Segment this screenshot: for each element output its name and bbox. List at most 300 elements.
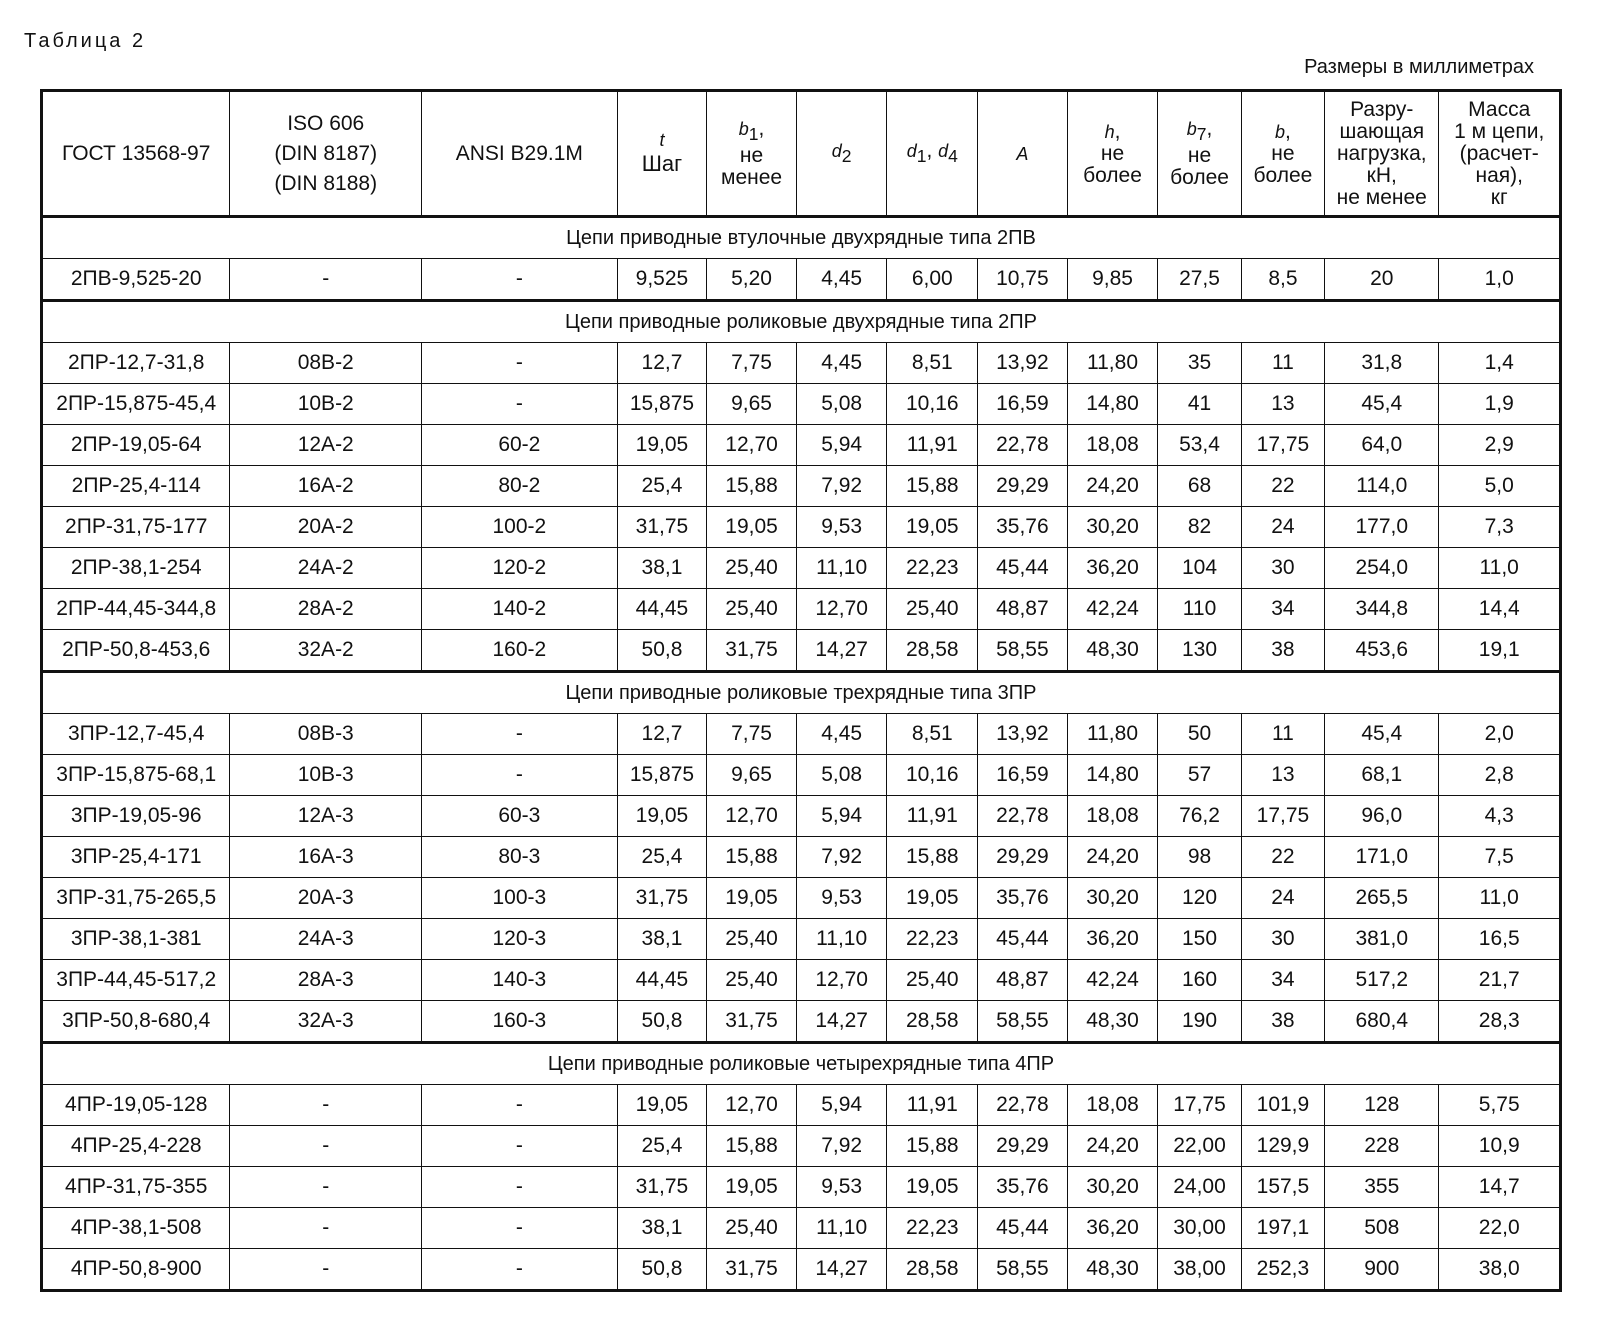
section-title: Цепи приводные роликовые четырехрядные типа 4ПР — [42, 1043, 1561, 1085]
header-mass-line: (расчет- — [1459, 141, 1539, 165]
cell-pitch: 31,75 — [617, 507, 707, 548]
cell-b: 34 — [1241, 589, 1324, 630]
cell-h: 30,20 — [1067, 507, 1158, 548]
header-mass-line: 1 м цепи, — [1454, 119, 1545, 143]
table-row — [42, 1249, 1561, 1291]
header-d4-sub: 4 — [948, 146, 958, 167]
cell-breaking-load: 68,1 — [1325, 755, 1439, 796]
cell-b7: 82 — [1158, 507, 1241, 548]
cell-d2: 7,92 — [796, 837, 887, 878]
cell-pitch: 12,7 — [617, 343, 707, 384]
cell-gost: 2ПР-38,1-254 — [42, 548, 230, 589]
table-row — [42, 343, 1561, 384]
cell-mass: 1,4 — [1439, 343, 1561, 384]
cell-iso: 12А-2 — [230, 425, 422, 466]
header-b1-line: не — [739, 144, 764, 168]
chains-table — [40, 89, 1562, 1292]
cell-mass: 38,0 — [1439, 1249, 1561, 1291]
cell-b7: 50 — [1158, 714, 1241, 755]
cell-pitch: 12,7 — [617, 714, 707, 755]
header-b1 — [707, 91, 797, 217]
cell-iso: 20А-3 — [230, 878, 422, 919]
cell-b: 38 — [1241, 1001, 1324, 1043]
cell-b7: 27,5 — [1158, 259, 1241, 301]
cell-breaking-load: 45,4 — [1325, 714, 1439, 755]
header-mass-line: ная), — [1475, 163, 1523, 187]
cell-pitch: 15,875 — [617, 384, 707, 425]
header-b7-symbol: b — [1186, 118, 1197, 139]
cell-d1-d4: 15,88 — [887, 837, 978, 878]
cell-h: 14,80 — [1067, 755, 1158, 796]
cell-b: 13 — [1241, 384, 1324, 425]
header-pitch-word: Шаг — [641, 151, 683, 176]
cell-h: 11,80 — [1067, 343, 1158, 384]
cell-A: 45,44 — [978, 919, 1068, 960]
cell-breaking-load: 114,0 — [1325, 466, 1439, 507]
cell-pitch: 50,8 — [617, 630, 707, 672]
cell-ansi: - — [422, 259, 618, 301]
cell-ansi: 60-2 — [422, 425, 618, 466]
cell-ansi: 60-3 — [422, 796, 618, 837]
cell-b7: 53,4 — [1158, 425, 1241, 466]
cell-b1: 15,88 — [707, 466, 797, 507]
cell-breaking-load: 177,0 — [1325, 507, 1439, 548]
header-mass-line: Масса — [1468, 97, 1531, 121]
cell-d1-d4: 11,91 — [887, 1085, 978, 1126]
cell-iso: 24А-2 — [230, 548, 422, 589]
cell-iso: - — [230, 1167, 422, 1208]
cell-ansi: 100-3 — [422, 878, 618, 919]
table-row — [42, 1126, 1561, 1167]
cell-breaking-load: 171,0 — [1325, 837, 1439, 878]
cell-gost: 4ПР-38,1-508 — [42, 1208, 230, 1249]
cell-h: 48,30 — [1067, 1001, 1158, 1043]
header-load-line: нагрузка, — [1336, 141, 1427, 165]
cell-gost: 3ПР-12,7-45,4 — [42, 714, 230, 755]
cell-ansi: 160-3 — [422, 1001, 618, 1043]
header-iso — [230, 91, 422, 217]
cell-A: 29,29 — [978, 1126, 1068, 1167]
cell-iso: 10В-2 — [230, 384, 422, 425]
cell-h: 9,85 — [1067, 259, 1158, 301]
cell-A: 58,55 — [978, 1001, 1068, 1043]
cell-breaking-load: 228 — [1325, 1126, 1439, 1167]
cell-b: 24 — [1241, 878, 1324, 919]
cell-b: 30 — [1241, 548, 1324, 589]
cell-ansi: - — [422, 1126, 618, 1167]
cell-A: 16,59 — [978, 755, 1068, 796]
cell-gost: 4ПР-50,8-900 — [42, 1249, 230, 1291]
table-row — [42, 755, 1561, 796]
cell-mass: 2,8 — [1439, 755, 1561, 796]
cell-mass: 10,9 — [1439, 1126, 1561, 1167]
header-b1-line: менее — [721, 166, 783, 190]
cell-A: 22,78 — [978, 1085, 1068, 1126]
cell-pitch: 50,8 — [617, 1249, 707, 1291]
cell-h: 36,20 — [1067, 1208, 1158, 1249]
header-pitch-symbol: t — [659, 130, 665, 150]
header-h — [1067, 91, 1158, 217]
table-row — [42, 878, 1561, 919]
cell-b: 157,5 — [1241, 1167, 1324, 1208]
cell-iso: 16А-2 — [230, 466, 422, 507]
cell-b1: 19,05 — [707, 878, 797, 919]
cell-d1-d4: 10,16 — [887, 755, 978, 796]
header-b-comma: , — [1285, 119, 1291, 143]
cell-mass: 1,0 — [1439, 259, 1561, 301]
table-row — [42, 507, 1561, 548]
cell-d2: 11,10 — [796, 1208, 887, 1249]
cell-breaking-load: 128 — [1325, 1085, 1439, 1126]
cell-d2: 11,10 — [796, 548, 887, 589]
cell-breaking-load: 517,2 — [1325, 960, 1439, 1001]
cell-mass: 2,9 — [1439, 425, 1561, 466]
table-row — [42, 259, 1561, 301]
cell-ansi: 100-2 — [422, 507, 618, 548]
cell-b1: 31,75 — [707, 1001, 797, 1043]
header-d2 — [796, 91, 887, 217]
cell-b1: 7,75 — [707, 343, 797, 384]
cell-d1-d4: 8,51 — [887, 343, 978, 384]
cell-mass: 7,5 — [1439, 837, 1561, 878]
cell-breaking-load: 254,0 — [1325, 548, 1439, 589]
cell-d2: 14,27 — [796, 630, 887, 672]
cell-ansi: - — [422, 384, 618, 425]
table-row — [42, 919, 1561, 960]
table-row — [42, 1001, 1561, 1043]
cell-A: 58,55 — [978, 630, 1068, 672]
cell-A: 48,87 — [978, 960, 1068, 1001]
cell-d1-d4: 25,40 — [887, 960, 978, 1001]
cell-d1-d4: 15,88 — [887, 1126, 978, 1167]
section-title: Цепи приводные втулочные двухрядные типа 2ПВ — [42, 217, 1561, 259]
cell-breaking-load: 265,5 — [1325, 878, 1439, 919]
cell-h: 24,20 — [1067, 837, 1158, 878]
cell-b: 22 — [1241, 837, 1324, 878]
cell-b: 30 — [1241, 919, 1324, 960]
cell-d1-d4: 11,91 — [887, 425, 978, 466]
cell-b1: 19,05 — [707, 1167, 797, 1208]
cell-b7: 68 — [1158, 466, 1241, 507]
cell-A: 10,75 — [978, 259, 1068, 301]
cell-h: 42,24 — [1067, 589, 1158, 630]
cell-iso: 28А-2 — [230, 589, 422, 630]
header-d4-symbol: d — [938, 141, 949, 162]
header-row — [42, 91, 1561, 217]
cell-d2: 9,53 — [796, 1167, 887, 1208]
cell-ansi: - — [422, 1167, 618, 1208]
cell-mass: 1,9 — [1439, 384, 1561, 425]
header-d1-symbol: d — [906, 141, 917, 162]
cell-b: 13 — [1241, 755, 1324, 796]
cell-breaking-load: 20 — [1325, 259, 1439, 301]
cell-d1-d4: 28,58 — [887, 630, 978, 672]
cell-b1: 31,75 — [707, 630, 797, 672]
cell-ansi: - — [422, 1085, 618, 1126]
cell-pitch: 44,45 — [617, 960, 707, 1001]
cell-gost: 2ПР-19,05-64 — [42, 425, 230, 466]
cell-b1: 9,65 — [707, 384, 797, 425]
cell-d1-d4: 11,91 — [887, 796, 978, 837]
cell-gost: 2ПР-44,45-344,8 — [42, 589, 230, 630]
cell-d1-d4: 22,23 — [887, 1208, 978, 1249]
cell-A: 22,78 — [978, 796, 1068, 837]
cell-gost: 2ПР-25,4-114 — [42, 466, 230, 507]
table-row — [42, 425, 1561, 466]
cell-d1-d4: 28,58 — [887, 1001, 978, 1043]
cell-h: 24,20 — [1067, 1126, 1158, 1167]
cell-ansi: 120-3 — [422, 919, 618, 960]
cell-ansi: 80-2 — [422, 466, 618, 507]
cell-b1: 25,40 — [707, 1208, 797, 1249]
cell-gost: 3ПР-44,45-517,2 — [42, 960, 230, 1001]
table-row — [42, 466, 1561, 507]
cell-b7: 120 — [1158, 878, 1241, 919]
cell-b7: 98 — [1158, 837, 1241, 878]
cell-b7: 104 — [1158, 548, 1241, 589]
cell-iso: 08В-3 — [230, 714, 422, 755]
section-row — [42, 672, 1561, 714]
header-b1-comma: , — [758, 116, 765, 140]
table-caption: Таблица 2 — [24, 30, 147, 52]
cell-d1-d4: 22,23 — [887, 919, 978, 960]
cell-h: 24,20 — [1067, 466, 1158, 507]
cell-b: 8,5 — [1241, 259, 1324, 301]
cell-pitch: 19,05 — [617, 796, 707, 837]
header-pitch — [617, 91, 707, 217]
cell-b7: 41 — [1158, 384, 1241, 425]
cell-pitch: 25,4 — [617, 837, 707, 878]
header-h-comma: , — [1114, 119, 1121, 143]
header-ansi: ANSI B29.1M — [422, 91, 618, 217]
header-b-line: более — [1253, 163, 1313, 187]
table-row — [42, 960, 1561, 1001]
cell-d2: 11,10 — [796, 919, 887, 960]
cell-breaking-load: 453,6 — [1325, 630, 1439, 672]
cell-d1-d4: 25,40 — [887, 589, 978, 630]
cell-b7: 22,00 — [1158, 1126, 1241, 1167]
header-load-line: Разру- — [1350, 97, 1414, 121]
cell-h: 11,80 — [1067, 714, 1158, 755]
cell-A: 45,44 — [978, 1208, 1068, 1249]
cell-b7: 160 — [1158, 960, 1241, 1001]
cell-d1-d4: 19,05 — [887, 507, 978, 548]
cell-A: 29,29 — [978, 837, 1068, 878]
cell-A: 58,55 — [978, 1249, 1068, 1291]
cell-A: 48,87 — [978, 589, 1068, 630]
cell-d1-d4: 6,00 — [887, 259, 978, 301]
cell-gost: 4ПР-31,75-355 — [42, 1167, 230, 1208]
section-row — [42, 301, 1561, 343]
header-b7-comma: , — [1206, 116, 1213, 140]
header-load-line: не менее — [1336, 185, 1427, 209]
cell-pitch: 25,4 — [617, 466, 707, 507]
cell-b: 197,1 — [1241, 1208, 1324, 1249]
cell-b: 22 — [1241, 466, 1324, 507]
header-mass-line: кг — [1490, 185, 1508, 209]
table-row — [42, 1085, 1561, 1126]
cell-b7: 57 — [1158, 755, 1241, 796]
header-b1-sub: 1 — [748, 124, 759, 145]
cell-mass: 16,5 — [1439, 919, 1561, 960]
cell-b: 17,75 — [1241, 796, 1324, 837]
header-d2-symbol: d — [831, 141, 842, 162]
section-row — [42, 217, 1561, 259]
table-row — [42, 1208, 1561, 1249]
cell-breaking-load: 31,8 — [1325, 343, 1439, 384]
header-breaking-load — [1325, 91, 1439, 217]
header-load-line: шающая — [1339, 119, 1425, 143]
cell-b: 101,9 — [1241, 1085, 1324, 1126]
cell-d2: 5,08 — [796, 384, 887, 425]
cell-d1-d4: 8,51 — [887, 714, 978, 755]
cell-gost: 2ПР-12,7-31,8 — [42, 343, 230, 384]
section-title: Цепи приводные роликовые двухрядные типа 2ПР — [42, 301, 1561, 343]
cell-pitch: 19,05 — [617, 425, 707, 466]
cell-pitch: 31,75 — [617, 878, 707, 919]
cell-h: 48,30 — [1067, 630, 1158, 672]
cell-b1: 12,70 — [707, 425, 797, 466]
cell-iso: 16А-3 — [230, 837, 422, 878]
cell-iso: 24А-3 — [230, 919, 422, 960]
cell-ansi: 140-2 — [422, 589, 618, 630]
cell-pitch: 25,4 — [617, 1126, 707, 1167]
cell-b1: 12,70 — [707, 1085, 797, 1126]
cell-d2: 5,94 — [796, 425, 887, 466]
header-b7-sub: 7 — [1196, 124, 1207, 145]
header-iso-line: (DIN 8187) — [274, 141, 378, 165]
cell-b: 34 — [1241, 960, 1324, 1001]
cell-h: 36,20 — [1067, 919, 1158, 960]
cell-b1: 5,20 — [707, 259, 797, 301]
cell-ansi: - — [422, 755, 618, 796]
cell-h: 14,80 — [1067, 384, 1158, 425]
cell-breaking-load: 64,0 — [1325, 425, 1439, 466]
cell-mass: 7,3 — [1439, 507, 1561, 548]
cell-pitch: 31,75 — [617, 1167, 707, 1208]
table-body — [42, 217, 1561, 1291]
cell-mass: 11,0 — [1439, 548, 1561, 589]
cell-ansi: 80-3 — [422, 837, 618, 878]
cell-ansi: - — [422, 343, 618, 384]
cell-b1: 25,40 — [707, 589, 797, 630]
cell-d1-d4: 28,58 — [887, 1249, 978, 1291]
header-gost: ГОСТ 13568-97 — [42, 91, 230, 217]
section-row — [42, 1043, 1561, 1085]
cell-pitch: 44,45 — [617, 589, 707, 630]
cell-breaking-load: 344,8 — [1325, 589, 1439, 630]
cell-iso: 20А-2 — [230, 507, 422, 548]
header-d1-sub: 1 — [916, 146, 927, 167]
cell-pitch: 19,05 — [617, 1085, 707, 1126]
cell-d1-d4: 15,88 — [887, 466, 978, 507]
cell-A: 22,78 — [978, 425, 1068, 466]
cell-d2: 12,70 — [796, 589, 887, 630]
header-h-symbol: h — [1104, 121, 1115, 142]
cell-d1-d4: 19,05 — [887, 878, 978, 919]
cell-b7: 130 — [1158, 630, 1241, 672]
cell-b7: 110 — [1158, 589, 1241, 630]
cell-mass: 2,0 — [1439, 714, 1561, 755]
cell-pitch: 9,525 — [617, 259, 707, 301]
cell-b1: 31,75 — [707, 1249, 797, 1291]
cell-d2: 5,08 — [796, 755, 887, 796]
cell-d1-d4: 10,16 — [887, 384, 978, 425]
cell-b: 17,75 — [1241, 425, 1324, 466]
cell-h: 18,08 — [1067, 796, 1158, 837]
cell-ansi: 140-3 — [422, 960, 618, 1001]
header-d1-d4 — [887, 91, 978, 217]
cell-mass: 11,0 — [1439, 878, 1561, 919]
table-row — [42, 796, 1561, 837]
cell-gost: 2ПВ-9,525-20 — [42, 259, 230, 301]
header-b1-symbol: b — [738, 118, 749, 139]
cell-gost: 3ПР-38,1-381 — [42, 919, 230, 960]
table-row — [42, 384, 1561, 425]
cell-A: 35,76 — [978, 878, 1068, 919]
cell-b: 11 — [1241, 714, 1324, 755]
header-load-line: кН, — [1366, 163, 1397, 187]
table-row — [42, 589, 1561, 630]
cell-gost: 3ПР-31,75-265,5 — [42, 878, 230, 919]
cell-b7: 38,00 — [1158, 1249, 1241, 1291]
cell-b1: 9,65 — [707, 755, 797, 796]
cell-d2: 12,70 — [796, 960, 887, 1001]
cell-b7: 76,2 — [1158, 796, 1241, 837]
header-h-line: более — [1083, 163, 1142, 187]
cell-b1: 15,88 — [707, 837, 797, 878]
cell-A: 13,92 — [978, 343, 1068, 384]
cell-mass: 5,0 — [1439, 466, 1561, 507]
cell-breaking-load: 680,4 — [1325, 1001, 1439, 1043]
cell-b1: 25,40 — [707, 548, 797, 589]
cell-A: 45,44 — [978, 548, 1068, 589]
header-b7-line: более — [1170, 166, 1229, 190]
header-iso-line: ISO 606 — [287, 111, 365, 135]
cell-mass: 5,75 — [1439, 1085, 1561, 1126]
cell-iso: 32А-3 — [230, 1001, 422, 1043]
cell-iso: 08В-2 — [230, 343, 422, 384]
cell-h: 36,20 — [1067, 548, 1158, 589]
header-h-line: не — [1100, 141, 1125, 165]
header-A — [978, 91, 1068, 217]
cell-gost: 2ПР-15,875-45,4 — [42, 384, 230, 425]
cell-pitch: 38,1 — [617, 548, 707, 589]
header-b-symbol: b — [1274, 121, 1285, 142]
cell-A: 29,29 — [978, 466, 1068, 507]
cell-d2: 4,45 — [796, 714, 887, 755]
cell-h: 30,20 — [1067, 1167, 1158, 1208]
header-iso-line: (DIN 8188) — [274, 171, 378, 195]
cell-iso: - — [230, 1208, 422, 1249]
cell-pitch: 38,1 — [617, 1208, 707, 1249]
cell-b1: 12,70 — [707, 796, 797, 837]
cell-d2: 9,53 — [796, 878, 887, 919]
section-title: Цепи приводные роликовые трехрядные типа 3ПР — [42, 672, 1561, 714]
cell-breaking-load: 45,4 — [1325, 384, 1439, 425]
cell-A: 16,59 — [978, 384, 1068, 425]
cell-mass: 14,7 — [1439, 1167, 1561, 1208]
cell-pitch: 15,875 — [617, 755, 707, 796]
cell-breaking-load: 508 — [1325, 1208, 1439, 1249]
cell-b: 24 — [1241, 507, 1324, 548]
cell-gost: 4ПР-25,4-228 — [42, 1126, 230, 1167]
cell-b7: 24,00 — [1158, 1167, 1241, 1208]
cell-iso: 12А-3 — [230, 796, 422, 837]
cell-gost: 4ПР-19,05-128 — [42, 1085, 230, 1126]
cell-b1: 25,40 — [707, 919, 797, 960]
cell-b: 38 — [1241, 630, 1324, 672]
